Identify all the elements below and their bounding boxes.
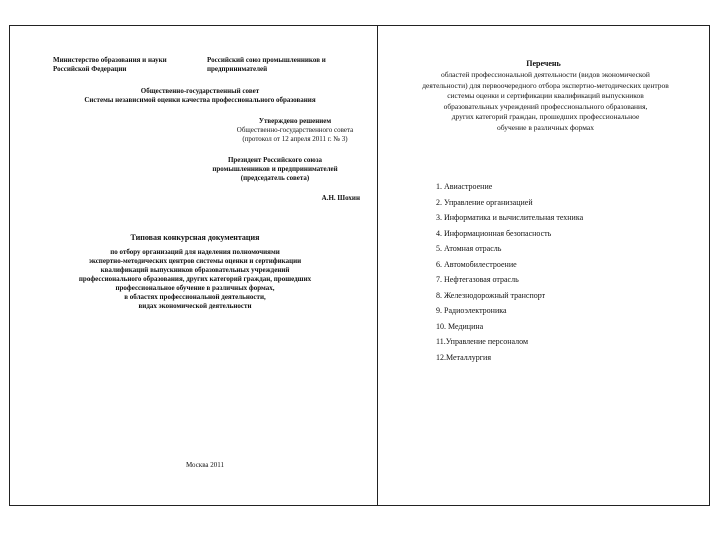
subject-line: профессионального образования, других категорий граждан, прошедших bbox=[78, 275, 312, 283]
approval-block bbox=[220, 117, 370, 144]
list-item: 9. Радиоэлектроника bbox=[436, 306, 507, 315]
approval-line: Общественно-государственного совета bbox=[236, 126, 354, 134]
list-title: Перечень bbox=[526, 59, 561, 68]
list-subtitle bbox=[408, 70, 683, 133]
president-line: (председатель совета) bbox=[240, 174, 310, 182]
council-block bbox=[50, 87, 350, 105]
list-page bbox=[378, 26, 709, 505]
subtitle-line: системы оценки и сертификации квалификаций выпускников bbox=[447, 91, 644, 100]
list-item: 6. Автомобилестроение bbox=[436, 259, 517, 269]
council-line: Общественно-государственный совет bbox=[140, 87, 260, 95]
list-item: 2. Управление организацией bbox=[436, 197, 533, 207]
union-header: Российский союз промышленников и предпринимателей bbox=[207, 56, 326, 73]
signature-name: А.Н. Шохин bbox=[321, 194, 360, 202]
subtitle-line: областей профессиональной деятельности (видов экономической bbox=[441, 70, 650, 79]
list-item: 7. Нефтегазовая отрасль bbox=[436, 275, 519, 284]
list-item: 4. Информационная безопасность bbox=[436, 228, 552, 238]
subject-line: по отбору организаций для наделения полномочиями bbox=[110, 248, 280, 256]
list-item: 11.Управление персоналом bbox=[436, 337, 529, 346]
list-item: 5. Атомная отрасль bbox=[436, 244, 502, 253]
ministry-header: Министерство образования и науки Российской Федерации bbox=[53, 56, 167, 73]
approval-line: (протокол от 12 апреля 2011 г. № 3) bbox=[242, 135, 348, 143]
city-year: Москва 2011 bbox=[185, 461, 225, 469]
title-page bbox=[10, 26, 377, 505]
subject-line: экспертно-методических центров системы оценки и сертификации bbox=[88, 257, 302, 265]
list-item: 12.Металлургия bbox=[436, 352, 491, 362]
approval-line: Утверждено решением bbox=[258, 117, 332, 125]
subject-line: профессиональное обучение в различных формах, bbox=[115, 284, 275, 292]
subtitle-line: образовательных учреждений профессионального образования, bbox=[443, 101, 648, 111]
council-line: Системы независимой оценки качества профессионального образования bbox=[84, 96, 316, 104]
list-item: 8. Железнодорожный транспорт bbox=[436, 290, 546, 300]
president-line: Президент Российского союза bbox=[227, 156, 323, 164]
document-spread bbox=[9, 25, 710, 506]
fields-list bbox=[436, 179, 583, 365]
document-title: Типовая конкурсная документация bbox=[130, 233, 260, 242]
subject-line: квалификаций выпускников образовательных учреждений bbox=[100, 266, 290, 274]
document-subject bbox=[50, 248, 340, 311]
president-line: промышленников и предпринимателей bbox=[212, 165, 338, 173]
president-block bbox=[180, 156, 370, 183]
list-item: 10. Медицина bbox=[436, 321, 484, 331]
subtitle-line: обучение в различных формах bbox=[496, 122, 595, 132]
list-item: 3. Информатика и вычислительная техника bbox=[436, 213, 584, 222]
subtitle-line: деятельности) для первоочередного отбора экспертно-методических центров bbox=[422, 80, 669, 90]
subtitle-line: других категорий граждан, прошедших профессиональное bbox=[451, 112, 640, 121]
list-item: 1. Авиастроение bbox=[436, 182, 493, 191]
subject-line: видах экономической деятельности bbox=[138, 302, 252, 310]
subject-line: в областях профессиональной деятельности, bbox=[124, 293, 266, 301]
